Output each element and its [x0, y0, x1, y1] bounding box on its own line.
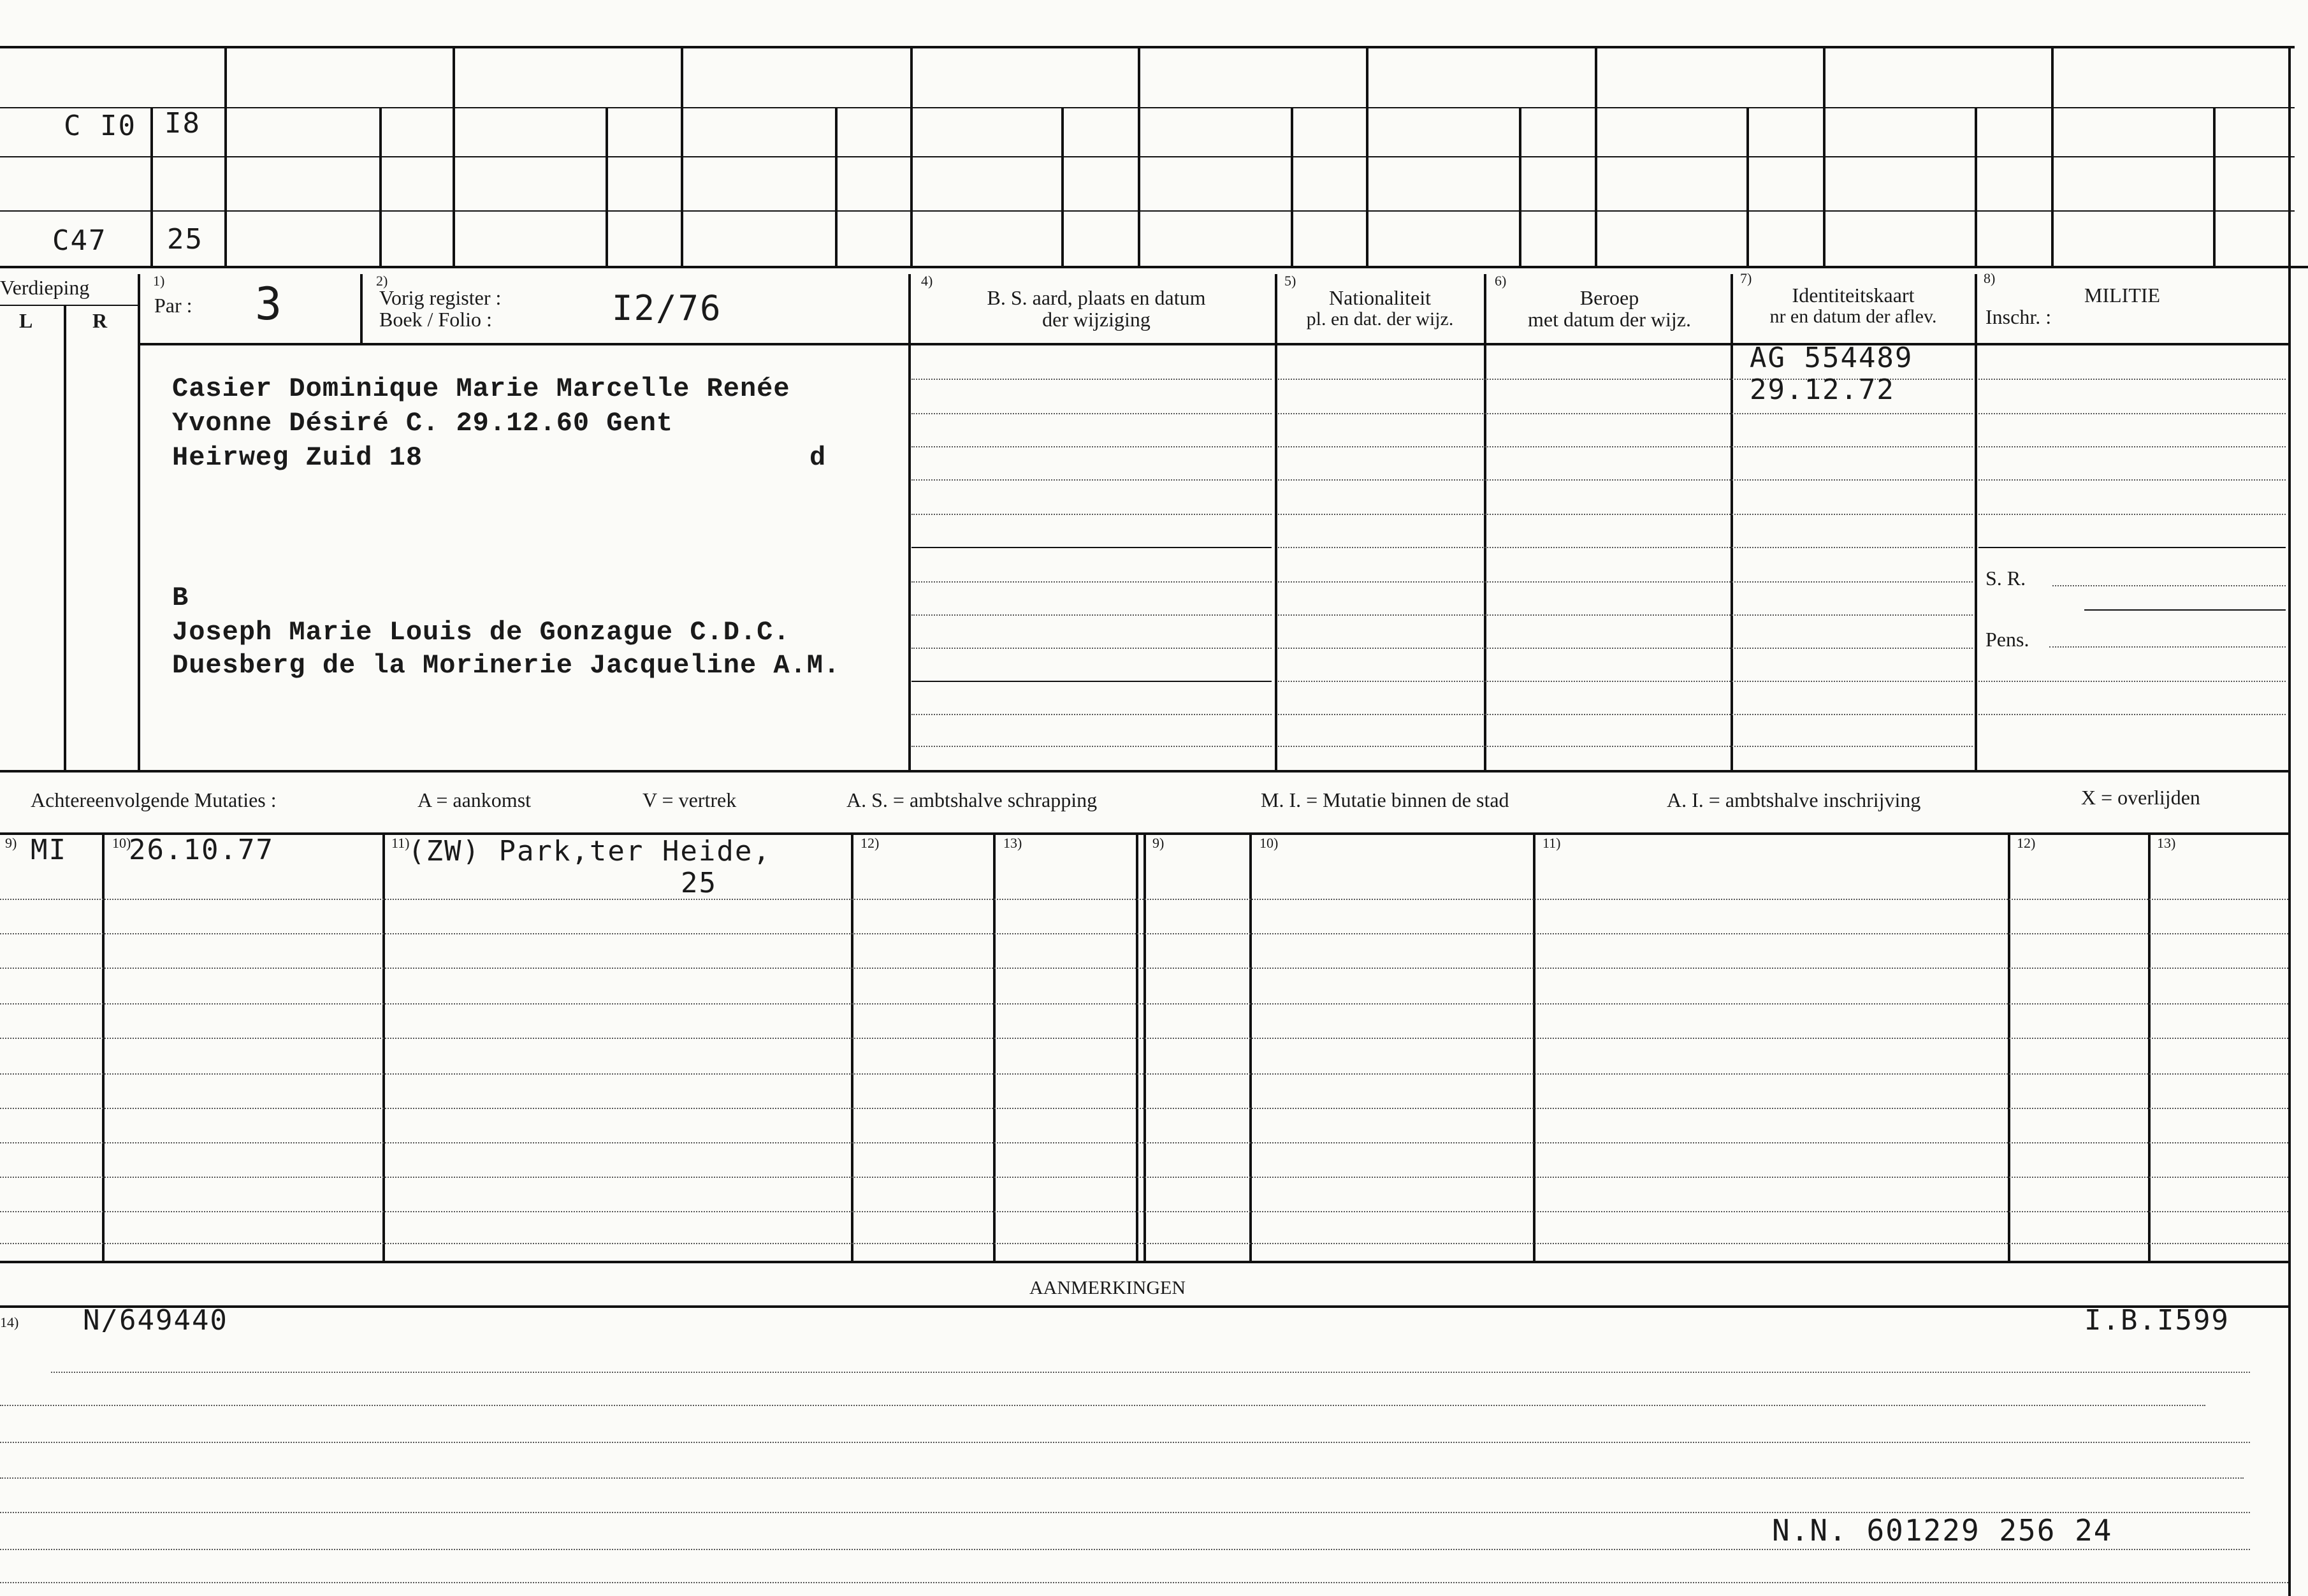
ruling	[1278, 446, 1973, 447]
beroep-num: 6)	[1495, 273, 1507, 289]
top-grid-divider	[379, 107, 382, 266]
legend-a: A = aankomst	[417, 788, 532, 811]
column-divider	[138, 274, 140, 770]
top-grid-cell: C I0	[64, 110, 136, 142]
id-card-date: 29.12.72	[1750, 374, 1895, 406]
beroep-label-1: Beroep	[1579, 286, 1639, 309]
ruling	[1978, 379, 2286, 380]
legend-mi: M. I. = Mutatie binnen de stad	[1261, 788, 1509, 811]
col-num: 9)	[1152, 835, 1165, 851]
id-card-number: AG 554489	[1750, 342, 1913, 374]
ruling	[1278, 681, 1973, 682]
top-grid-divider	[1823, 46, 1825, 266]
r-label: R	[92, 309, 108, 332]
person-letter-d: d	[809, 442, 827, 473]
top-grid-divider	[150, 107, 153, 266]
id-label-2: nr en datum der aflev.	[1769, 306, 1937, 327]
ruling	[1978, 514, 2286, 515]
ruling	[0, 1243, 2288, 1244]
ruling	[1278, 479, 1973, 481]
remarks-title: AANMERKINGEN	[1029, 1277, 1186, 1298]
legend-v: V = vertrek	[642, 788, 737, 811]
top-grid-cell: C47	[52, 224, 107, 257]
ruling	[911, 581, 1272, 583]
legend-title: Achtereenvolgende Mutaties :	[31, 788, 277, 811]
top-grid-line	[0, 107, 2295, 108]
ruling	[0, 1442, 2250, 1443]
column-divider	[1275, 274, 1277, 770]
col-num: 12)	[2017, 835, 2036, 851]
remarks-ref: N/649440	[83, 1304, 228, 1337]
mutation-address-1: (ZW) Park,ter Heide,	[408, 835, 771, 867]
person-line-2: Yvonne Désiré C. 29.12.60 Gent	[172, 408, 674, 439]
remarks-ib: I.B.I599	[2084, 1304, 2230, 1337]
column-divider	[1484, 274, 1486, 770]
ruling	[911, 746, 1272, 747]
vorig-num: 2)	[376, 273, 388, 289]
legend-x: X = overlijden	[2081, 786, 2200, 809]
nat-label-1: Nationaliteit	[1329, 286, 1431, 309]
top-grid-divider	[224, 46, 227, 266]
col-num: 10)	[1259, 835, 1279, 851]
sr-separator	[2084, 609, 2286, 611]
l-label: L	[19, 309, 33, 332]
sr-line	[2052, 585, 2286, 586]
lr-divider	[64, 305, 66, 770]
person-line-4: Joseph Marie Louis de Gonzague C.D.C.	[172, 617, 790, 648]
vorig-value: I2/76	[612, 288, 722, 328]
ruling	[0, 1142, 2288, 1143]
ruling	[1978, 681, 2286, 682]
mutations-col	[1533, 832, 1535, 1261]
ruling	[51, 1372, 2250, 1373]
column-divider	[908, 274, 911, 770]
mutations-col	[382, 832, 385, 1261]
ruling	[1278, 714, 1973, 715]
ruling	[1278, 547, 1973, 548]
top-grid-divider	[606, 107, 608, 266]
top-grid-divider	[835, 107, 838, 266]
ruling	[911, 681, 1272, 682]
ruling	[0, 1477, 2244, 1479]
national-number: N.N. 601229 256 24	[1772, 1513, 2113, 1548]
ruling	[1278, 581, 1973, 583]
legend-ai: A. I. = ambtshalve inschrijving	[1667, 788, 1921, 811]
ruling	[911, 714, 1272, 715]
ruling	[1978, 479, 2286, 481]
top-grid-divider	[453, 46, 455, 266]
top-grid-cell: I8	[164, 107, 201, 140]
mutations-bottom-line	[0, 1261, 2288, 1263]
col-num: 13)	[2157, 835, 2176, 851]
col-num: 9)	[5, 835, 17, 851]
ruling	[0, 1549, 2250, 1550]
ruling	[911, 648, 1272, 649]
mutations-col	[1143, 832, 1146, 1261]
ruling	[1278, 413, 1973, 414]
ruling	[911, 614, 1272, 616]
mutation-address-2: 25	[681, 867, 717, 899]
column-divider	[360, 274, 363, 343]
ruling	[0, 1073, 2288, 1075]
par-value: 3	[255, 278, 284, 330]
person-line-5: Duesberg de la Morinerie Jacqueline A.M.	[172, 650, 841, 681]
ruling	[911, 547, 1272, 548]
remarks-num: 14)	[0, 1314, 19, 1330]
top-grid-line	[0, 156, 2295, 157]
remarks-top-line	[0, 1305, 2288, 1308]
ruling	[1278, 514, 1973, 515]
col-num: 11)	[1542, 835, 1561, 851]
col-num: 10)	[112, 835, 131, 851]
mil-label: MILITIE	[2084, 284, 2161, 307]
ruling	[911, 446, 1272, 447]
ruling	[0, 1003, 2288, 1005]
ruling	[1978, 547, 2286, 548]
mutations-col	[1136, 832, 1138, 1261]
top-grid-divider	[1975, 107, 1977, 266]
mutations-col	[102, 832, 105, 1261]
mutations-col	[2148, 832, 2151, 1261]
top-grid-line	[0, 210, 2295, 212]
col-num: 12)	[860, 835, 880, 851]
top-grid-divider	[1746, 107, 1749, 266]
top-grid-divider	[681, 46, 683, 266]
bs-label-2: der wijziging	[1042, 308, 1150, 331]
col-num: 11)	[391, 835, 410, 851]
ruling	[0, 1211, 2288, 1212]
ruling	[0, 1038, 2288, 1039]
right-border	[2288, 46, 2291, 1596]
mutations-col	[2008, 832, 2010, 1261]
column-divider	[1731, 274, 1733, 770]
verdieping-label: Verdieping	[0, 276, 90, 299]
top-grid-divider	[1291, 107, 1293, 266]
mutation-date: 26.10.77	[129, 834, 274, 866]
ruling	[911, 479, 1272, 481]
top-grid-divider	[1519, 107, 1521, 266]
verdieping-line	[0, 305, 138, 306]
legend-as: A. S. = ambtshalve schrapping	[846, 788, 1098, 811]
ruling	[0, 1177, 2288, 1178]
top-grid-divider	[1366, 46, 1368, 266]
ruling	[0, 899, 2288, 900]
par-label: Par :	[154, 294, 192, 317]
person-line-3: Heirweg Zuid 18	[172, 442, 423, 473]
person-line-1: Casier Dominique Marie Marcelle Renée	[172, 374, 790, 404]
par-num: 1)	[153, 273, 165, 289]
col-num: 13)	[1003, 835, 1022, 851]
ruling	[911, 514, 1272, 515]
nat-label-2: pl. en dat. der wijz.	[1306, 308, 1454, 330]
header-bottom-line	[138, 343, 2288, 345]
mutations-col	[851, 832, 853, 1261]
bs-num: 4)	[921, 273, 933, 289]
vorig-label: Vorig register :	[379, 286, 502, 309]
mutations-col	[1249, 832, 1252, 1261]
id-label-1: Identiteitskaart	[1792, 284, 1915, 307]
sr-label: S. R.	[1985, 567, 2026, 590]
top-grid-line	[0, 266, 2308, 268]
mutation-type: MI	[31, 834, 67, 866]
mil-num: 8)	[1984, 270, 1996, 286]
id-num: 7)	[1740, 270, 1752, 286]
ruling	[1278, 746, 1973, 747]
boek-label: Boek / Folio :	[379, 308, 492, 331]
person-letter-b: B	[172, 583, 189, 613]
top-grid-divider	[1595, 46, 1597, 266]
ruling	[0, 1108, 2288, 1109]
ruling	[1978, 413, 2286, 414]
column-divider	[1975, 274, 1977, 770]
top-grid-divider	[2213, 107, 2216, 266]
nat-num: 5)	[1284, 273, 1296, 289]
ruling	[1978, 714, 2286, 715]
pens-label: Pens.	[1985, 628, 2029, 651]
top-grid-divider	[1138, 46, 1140, 266]
ruling	[1278, 614, 1973, 616]
bs-label-1: B. S. aard, plaats en datum	[987, 286, 1206, 309]
top-grid-divider	[2051, 46, 2054, 266]
beroep-label-2: met datum der wijz.	[1528, 308, 1691, 331]
ruling	[911, 379, 1272, 380]
ruling	[0, 933, 2288, 934]
ruling	[0, 1405, 2205, 1406]
inschr-label: Inschr. :	[1985, 305, 2052, 328]
top-grid-divider	[910, 46, 913, 266]
pens-line	[2049, 646, 2286, 648]
ruling	[911, 413, 1272, 414]
ruling	[1278, 648, 1973, 649]
top-grid-cell: 25	[167, 223, 203, 256]
ruling	[1978, 446, 2286, 447]
mutations-col	[993, 832, 996, 1261]
person-bottom-line	[0, 770, 2288, 773]
ruling	[0, 1582, 2288, 1583]
ruling	[0, 968, 2288, 969]
top-grid-line	[0, 46, 2295, 48]
top-grid-divider	[1061, 107, 1064, 266]
